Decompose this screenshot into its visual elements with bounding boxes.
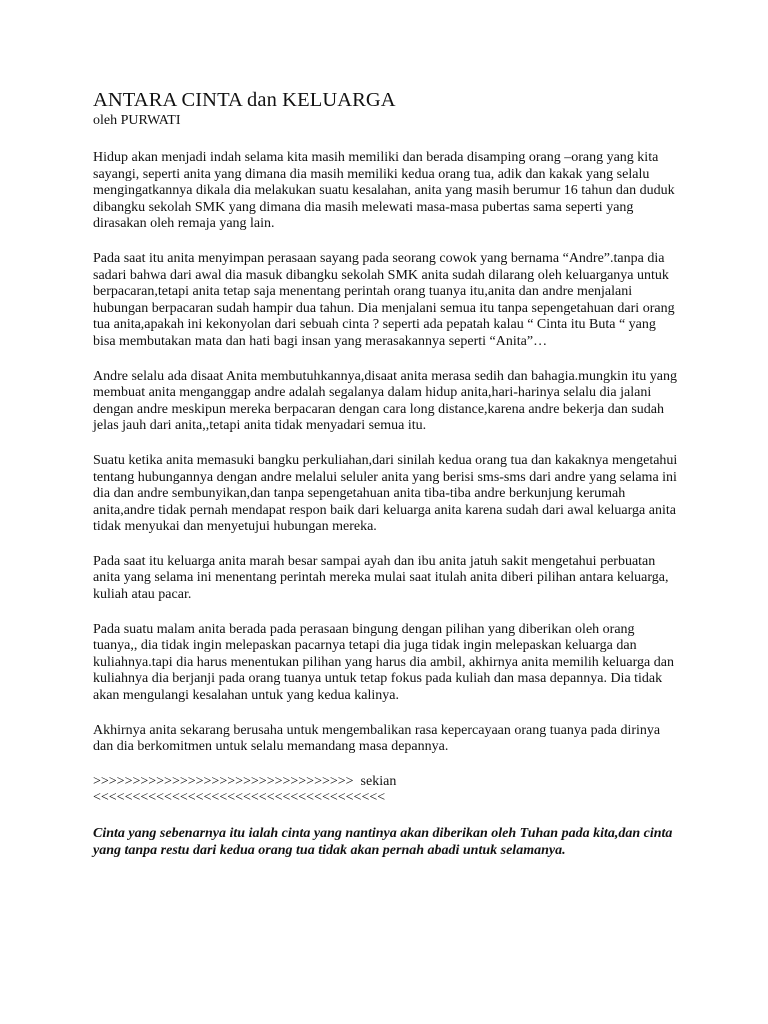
closing-line-2: <<<<<<<<<<<<<<<<<<<<<<<<<<<<<<<<<<<<< xyxy=(93,790,386,806)
document-author: oleh PURWATI xyxy=(93,113,181,128)
document-title: ANTARA CINTA dan KELUARGA xyxy=(93,89,396,111)
paragraph-2: Pada saat itu anita menyimpan perasaan sayang pada seorang cowok yang bernama “Andre”.tanpa dia sadari bahwa dari awal dia masuk dibangku sekolah SMK anita sudah dilarang oleh keluarganya untuk berpacaran,tetapi anita tetap saja menentang perintah orang tuanya itu,anita dan andre menjalani hubungan berpacaran sudah hampir dua tahun. Dia menjalani semua itu tanpa sepengetahuan dari orang tua anita,apakah ini kekonyolan dari sebuah cinta ? seperti ada pepatah kalau “ Cinta itu Buta “ yang bisa membutakan mata dan hati bagi insan yang merasakannya seperti “Anita”… xyxy=(93,250,675,349)
closing-quote: Cinta yang sebenarnya itu ialah cinta yang nantinya akan diberikan oleh Tuhan pada kita,dan cinta yang tanpa restu dari kedua orang tua tidak akan pernah abadi untuk selamanya. xyxy=(93,826,673,858)
paragraph-4: Suatu ketika anita memasuki bangku perkuliahan,dari sinilah kedua orang tua dan kakaknya mengetahui tentang hubungannya dengan andre melalui seluler anita yang berisi sms-sms dari andre yang selama ini dia dan andre sembunyikan,dan tanpa sepengetahuan anita tiba-tiba andre berkunjung kerumah anita,andre tidak pernah mendapat respon baik dari keluarga anita karena sudah dari awal keluarga anita tidak menyukai dan menyetujui hubungan mereka. xyxy=(93,452,678,535)
closing-line-1: >>>>>>>>>>>>>>>>>>>>>>>>>>>>>>>>> sekian xyxy=(93,773,397,789)
paragraph-6: Pada suatu malam anita berada pada perasaan bingung dengan pilihan yang diberikan oleh orang tuanya,, dia tidak ingin melepaskan pacarnya tetapi dia juga tidak ingin melepaskan keluarga dan kuliahnya.tapi dia harus menentukan pilihan yang harus dia ambil, akhirnya anita memilih keluarga dan kuliahnya dia berjanji pada orang tuanya untuk tetap fokus pada kuliah dan masa depannya. Dia tidak akan mengulangi kesalahan untuk yang kedua kalinya. xyxy=(93,621,674,704)
paragraph-7: Akhirnya anita sekarang berusaha untuk mengembalikan rasa kepercayaan orang tuanya pada dirinya dan dia berkomitmen untuk selalu memandang masa depannya. xyxy=(93,722,661,755)
paragraph-1: Hidup akan menjadi indah selama kita masih memiliki dan berada disamping orang –orang yang kita sayangi, seperti anita yang dimana dia masih memiliki kedua orang tua, adik dan kakak yang selalu mengingatkannya dikala dia melakukan suatu kesalahan, anita yang masih berumur 16 tahun dan duduk dibangku sekolah SMK yang dimana dia masih melewati masa-masa pubertas sama seperti yang dirasakan oleh remaja yang lain. xyxy=(93,150,675,232)
paragraph-3: Andre selalu ada disaat Anita membutuhkannya,disaat anita merasa sedih dan bahagia.mungkin itu yang membuat anita menganggap andre adalah segalanya dalam hidup anita,hari-harinya selalu dia jalani dengan andre meskipun mereka berpacaran dengan cara long distance,karena andre bekerja dan sudah jelas jauh dari anita,,tetapi anita tidak menyadari semua itu. xyxy=(93,368,677,434)
paragraph-5: Pada saat itu keluarga anita marah besar sampai ayah dan ibu anita jatuh sakit mengetahui perbuatan anita yang selama ini menentang perintah mereka mulai saat itulah anita diberi pilihan antara keluarga, kuliah atau pacar. xyxy=(93,553,669,603)
document-body xyxy=(93,88,679,859)
closing-divider xyxy=(93,774,679,807)
